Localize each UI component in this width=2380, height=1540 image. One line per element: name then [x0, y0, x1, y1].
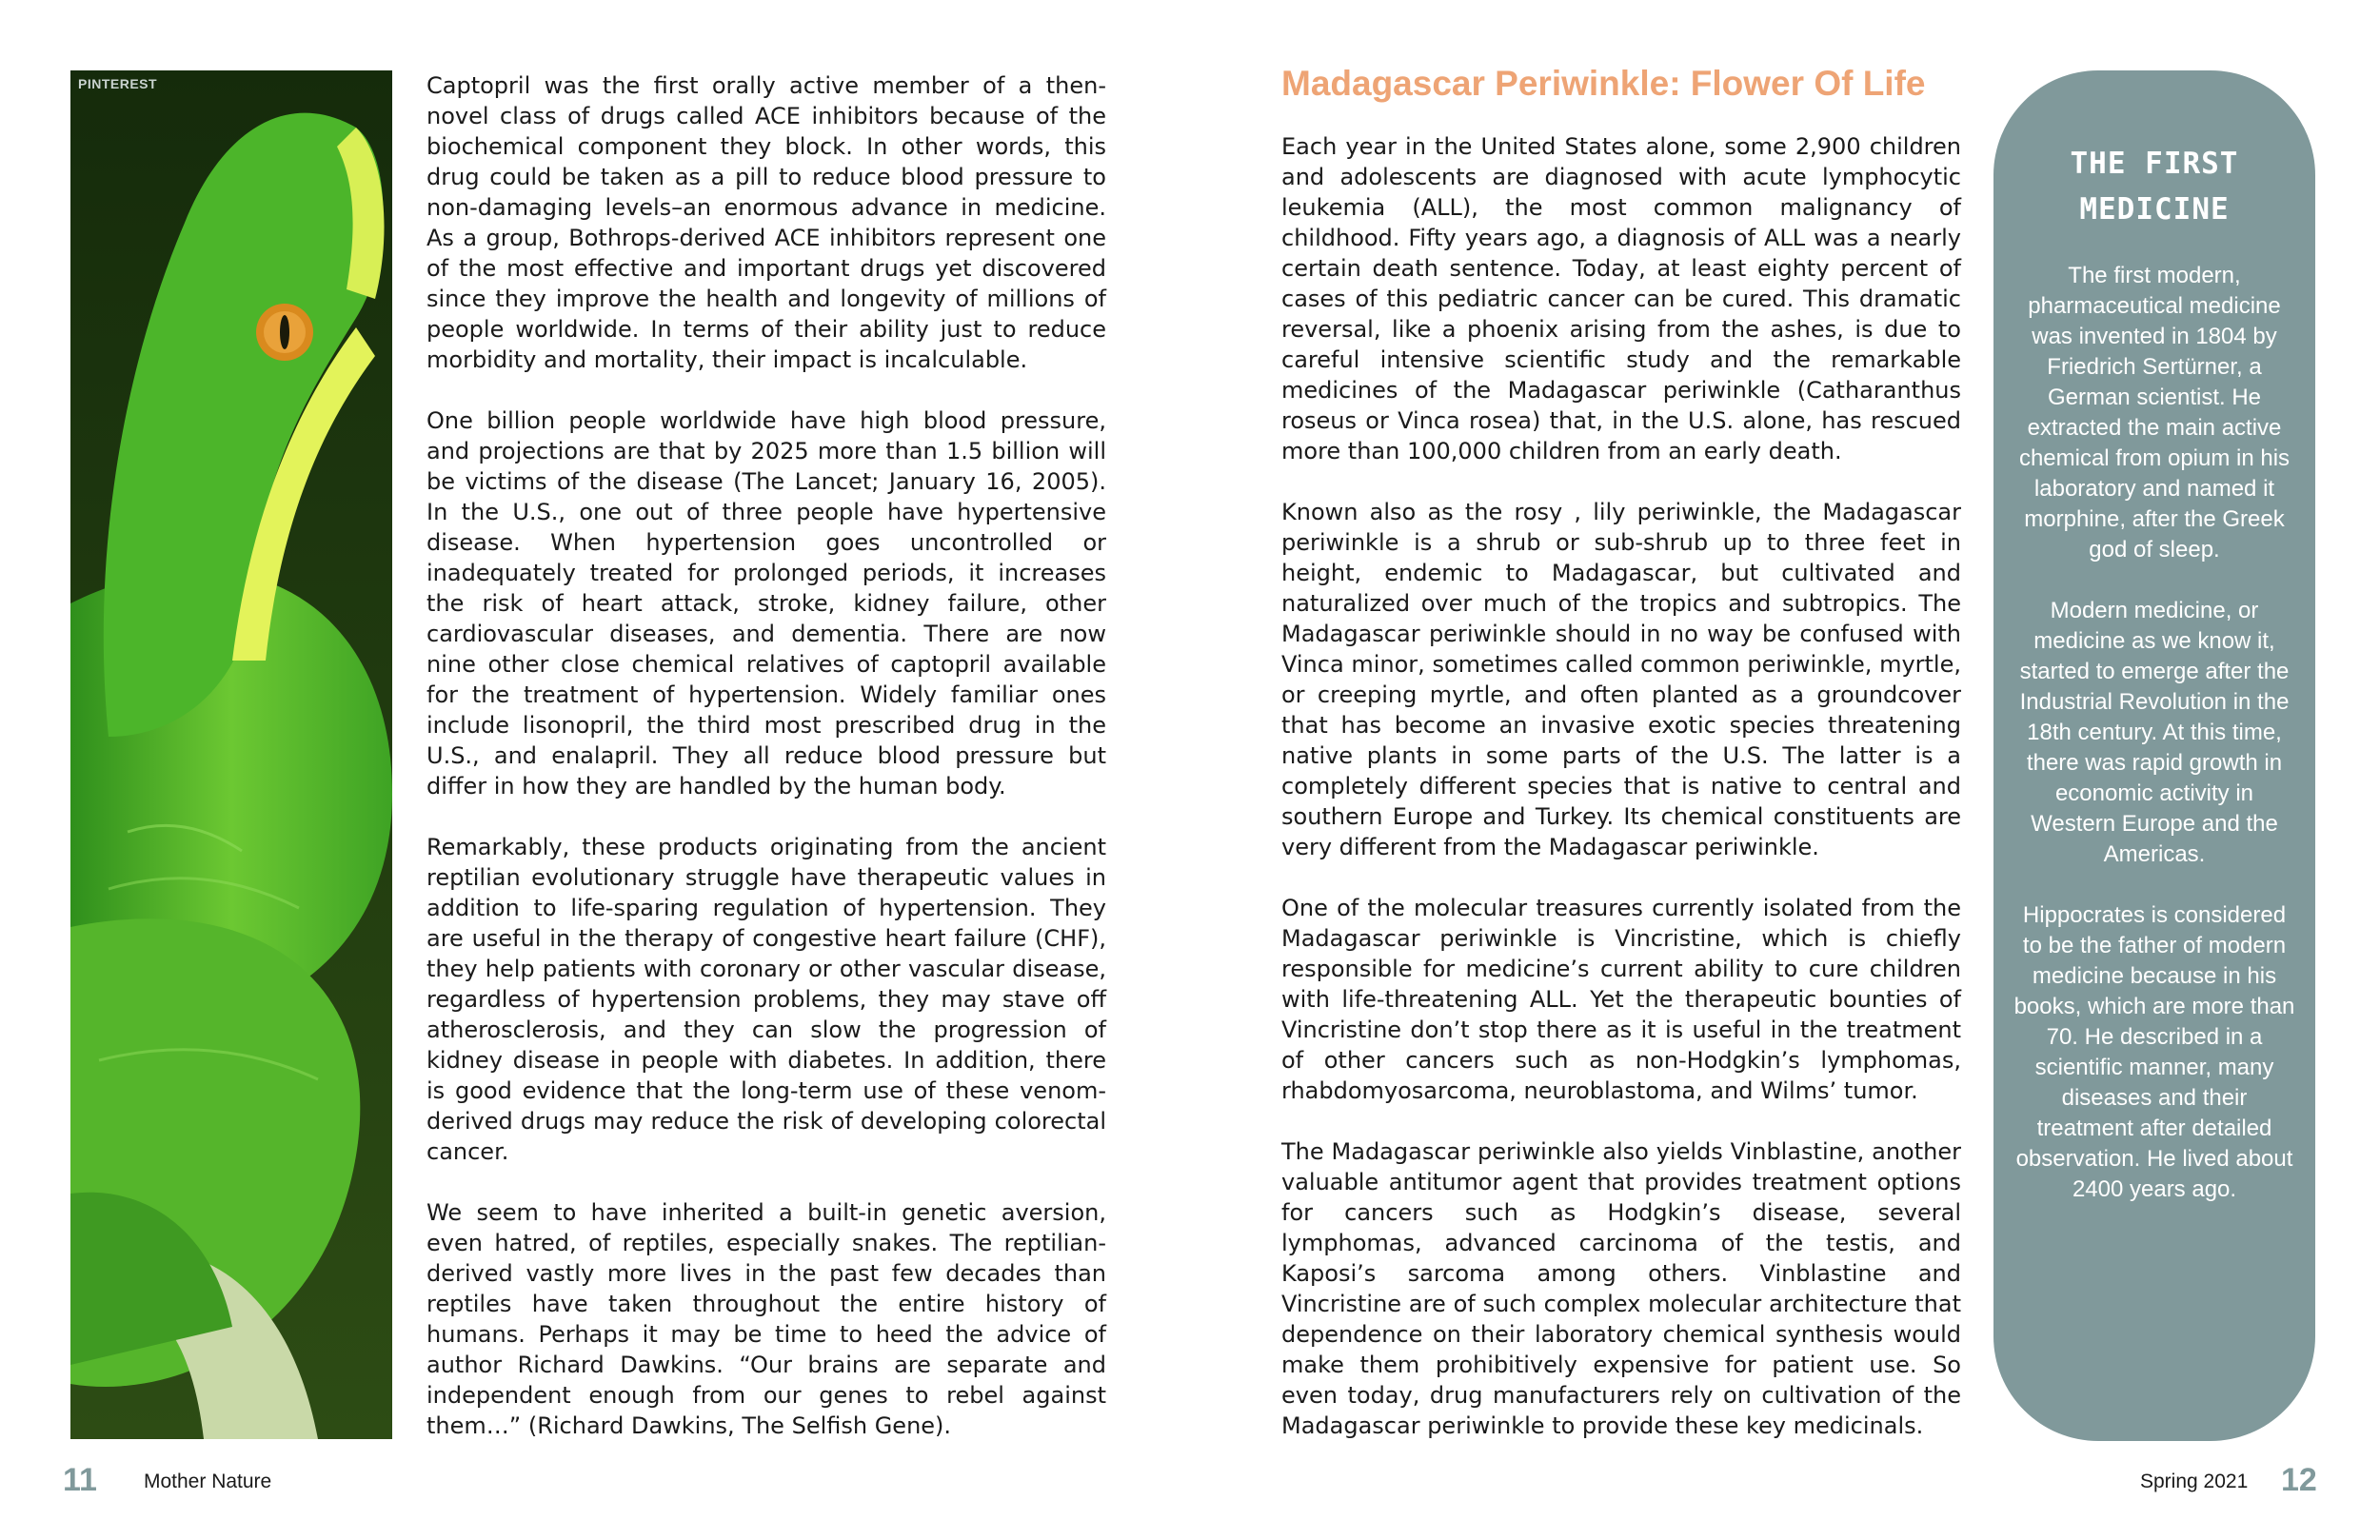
- body-paragraph: Known also as the rosy , lily periwinkle, the Madagascar periwinkle is a shrub or sub-shrub up to three feet in height, endemic to Madagascar, but cultivated and naturalized over much of the tropics and subtropics. The Madagascar periwinkle should in no way be confused with Vinca minor, sometimes called common periwinkle, myrtle, or creeping myrtle, and often planted as a groundcover that has become an invasive exotic species threatening native plants in some parts of the U.S. The latter is a completely different species that is native to central and southern Europe and Turkey. Its chemical constituents are very different from the Madagascar periwinkle.: [1281, 499, 1961, 860]
- sidebar-title-line: THE FIRST: [2070, 147, 2239, 181]
- page-number-left: 11: [63, 1462, 97, 1498]
- body-paragraph: Remarkably, these products originating from the ancient reptilian evolutionary struggle have therapeutic values in addition to life-sparing regulation of hypertension. They are useful in the therapy of congestive heart failure (CHF), they help patients with coronary or other vascular disease, regardless of hypertension problems, they may stave off atherosclerosis, and they can slow the progression of kidney disease in people with diabetes. In addition, there is good evidence that the long-term use of these venom-derived drugs may reduce the risk of developing colorectal cancer.: [426, 834, 1106, 1165]
- body-paragraph: The Madagascar periwinkle also yields Vinblastine, another valuable antitumor agent that provides treatment options for cancers such as Hodgkin’s disease, several lymphomas, advanced carcinoma of the testis, and Kaposi’s sarcoma among others. Vinblastine and Vincristine are of such complex molecular architecture that dependence on their laboratory chemical synthesis would make them prohibitively expensive for patient use. So even today, drug manufacturers rely on cultivation of the Madagascar periwinkle to provide these key medicinals.: [1281, 1138, 1961, 1439]
- body-paragraph: We seem to have inherited a built-in genetic aversion, even hatred, of reptiles, especially snakes. The reptilian-derived vastly more lives in the past few decades than reptiles have taken throughout the entire history of humans. Perhaps it may be time to heed the advice of author Richard Dawkins. “Our brains are separate and independent enough from our genes to rebel against them…” (Richard Dawkins, The Selfish Gene).: [426, 1199, 1106, 1439]
- sidebar-body: [2013, 261, 2296, 1235]
- sidebar-paragraph: The first modern, pharmaceutical medicine was invented in 1804 by Friedrich Sertürner, a German scientist. He extracted the main active chemical from opium in his laboratory and named it morphine, after the Greek god of sleep.: [2018, 263, 2291, 563]
- footer-magazine-name: Mother Nature: [144, 1471, 272, 1492]
- body-paragraph: One of the molecular treasures currently isolated from the Madagascar periwinkle is Vincristine, which is chiefly responsible for medicine’s current ability to cure children with life-threatening ALL. Yet the therapeutic bounties of Vincristine don’t stop there as it is useful in the treatment of other cancers such as non-Hodgkin’s lymphomas, rhabdomyosarcoma, neuroblastoma, and Wilms’ tumor.: [1281, 895, 1961, 1104]
- left-article-body: [426, 70, 1106, 1441]
- snake-illustration: [70, 70, 392, 1439]
- article-title: Madagascar Periwinkle: Flower Of Life: [1281, 64, 1926, 103]
- footer-issue-date: Spring 2021: [2140, 1471, 2249, 1492]
- sidebar-paragraph: Modern medicine, or medicine as we know it, started to emerge after the Industrial Revolution in the 18th century. At this time, there was rapid growth in economic activity in Western Europe and the Americas.: [2019, 598, 2290, 867]
- right-article-body: [1281, 131, 1961, 1441]
- photo-credit: PINTEREST: [78, 76, 158, 91]
- snake-photo: [70, 70, 392, 1439]
- body-paragraph: One billion people worldwide have high blood pressure, and projections are that by 2025 more than 1.5 billion will be victims of the disease (The Lancet; January 16, 2005). In the U.S., one out of three people have hypertensive disease. When hypertension goes uncontrolled or inadequately treated for prolonged periods, it increases the risk of heart attack, stroke, kidney failure, other cardiovascular diseases, and dementia. There are now nine other close chemical relatives of captopril available for the treatment of hypertension. Widely familiar ones include lisonopril, the third most prescribed drug in the U.S., and enalapril. They all reduce blood pressure but differ in how they are handled by the human body.: [426, 407, 1106, 800]
- sidebar-paragraph: Hippocrates is considered to be the father of modern medicine because in his books, which are more than 70. He described in a scientific manner, many diseases and their treatment after detailed observation. He lived about 2400 years ago.: [2013, 902, 2295, 1202]
- sidebar-title-line: MEDICINE: [2079, 192, 2230, 227]
- body-paragraph: Captopril was the first orally active member of a then-novel class of drugs called ACE inhibitors because of the biochemical component they block. In other words, this drug could be taken as a pill to reduce blood pressure to non-damaging levels–an enormous advance in medicine. As a group, Bothrops-derived ACE inhibitors represent one of the most effective and important drugs yet discovered since they improve the health and longevity of millions of people worldwide. In terms of their ability just to reduce morbidity and mortality, their impact is incalculable.: [426, 72, 1106, 373]
- page-number-right: 12: [2281, 1462, 2317, 1498]
- body-paragraph: Each year in the United States alone, some 2,900 children and adolescents are diagnosed with acute lymphocytic leukemia (ALL), the most common malignancy of childhood. Fifty years ago, a diagnosis of ALL was a nearly certain death sentence. Today, at least eighty percent of cases of this pediatric cancer can be cured. This dramatic reversal, like a phoenix arising from the ashes, is due to careful intensive scientific study and the remarkable medicines of the Madagascar periwinkle (Catharanthus roseus or Vinca rosea) that, in the U.S. alone, has rescued more than 100,000 children from an early death.: [1281, 133, 1961, 464]
- sidebar-title: [1993, 141, 2315, 232]
- sidebar-first-medicine: [1993, 70, 2315, 1441]
